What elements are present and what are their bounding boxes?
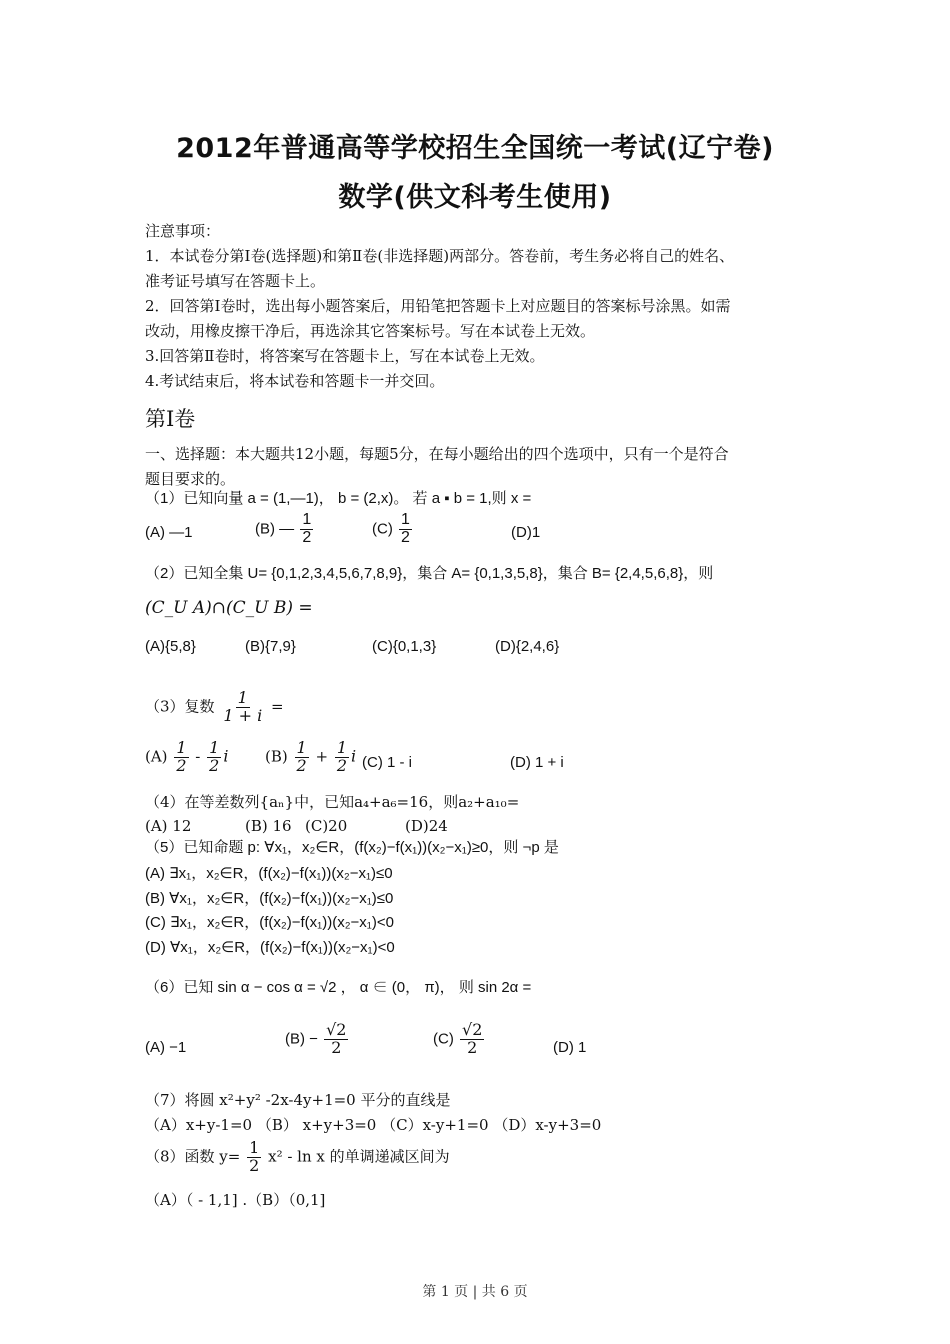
- question-1-option-c: (C) $\frac{1}{2}$: [372, 511, 410, 546]
- question-3-option-d: (D) 1 + i: [510, 754, 564, 771]
- question-3-stem: （3）复数 $\frac{1}{1 + i}$ =: [145, 688, 284, 725]
- question-2-expression: (C_U A)∩(C_U B) =: [145, 598, 313, 618]
- question-2-option-a: (A){5,8}: [145, 638, 196, 655]
- question-5-option-d: (D) ∀x₁，x₂∈R，(f(x₂)−f(x₁))(x₂−x₁)<0: [145, 939, 395, 956]
- question-8-options: （A）（ - 1,1] .（B）（0,1]: [145, 1191, 326, 1209]
- question-7-stem: （7）将圆 x²+y² -2x-4y+1=0 平分的直线是: [145, 1091, 451, 1109]
- question-7-options: （A）x+y-1=0 （B） x+y+3=0 （C）x-y+1=0 （D）x-y+3=0: [145, 1116, 602, 1134]
- question-1-option-a: (A) —1: [145, 524, 193, 541]
- section-intro: 题目要求的。: [145, 470, 236, 488]
- question-3-option-b: (B) $\frac{1}{2}$ + $\frac{1}{2}$ i: [265, 738, 357, 775]
- note-line: 3.回答第Ⅱ卷时，将答案写在答题卡上，写在本试卷上无效。: [145, 347, 545, 365]
- note-line: 改动，用橡皮擦干净后，再选涂其它答案标号。写在本试卷上无效。: [145, 322, 596, 340]
- question-6-option-d: (D) 1: [553, 1039, 587, 1056]
- question-6-option-a: (A) −1: [145, 1039, 187, 1056]
- fraction: $\frac{1}{2}$: [401, 511, 410, 546]
- question-6-stem: （6）已知 sin α − cos α = √2 ， α ∈ (0， π)， 则 sin 2α =: [145, 979, 532, 996]
- question-5-option-a: (A) ∃x₁，x₂∈R，(f(x₂)−f(x₁))(x₂−x₁)≤0: [145, 865, 393, 882]
- question-6-option-b: (B) − $\frac{√2}{2}$: [285, 1020, 347, 1057]
- question-4-stem: （4）在等差数列{aₙ}中，已知a₄+a₆=16，则a₂+a₁₀=: [145, 793, 520, 811]
- question-6-option-c: (C) $\frac{√2}{2}$: [433, 1020, 483, 1057]
- fraction: $\frac{1}{2}$: [296, 738, 307, 775]
- question-5-stem: （5）已知命题 p: ∀x₁，x₂∈R，(f(x₂)−f(x₁))(x₂−x₁)≥0，则 ¬p 是: [145, 839, 559, 856]
- fraction: $\frac{1}{1 + i}$: [223, 688, 263, 725]
- question-8-stem: （8）函数 y= $\frac{1}{2}$ x² - ln x 的单调递减区间为: [145, 1138, 450, 1175]
- fraction: $\frac{1}{2}$: [176, 738, 187, 775]
- exam-title: 2012年普通高等学校招生全国统一考试(辽宁卷): [176, 133, 774, 164]
- notes-heading: 注意事项：: [145, 222, 221, 240]
- question-3-option-a: (A) $\frac{1}{2}$ - $\frac{1}{2}$ i: [145, 738, 229, 775]
- question-2-option-b: (B){7,9}: [245, 638, 296, 655]
- question-1-stem: （1）已知向量 a = (1,—1)， b = (2,x)。 若 a ▪ b = 1,则 x =: [145, 490, 532, 507]
- question-3-option-c: (C) 1 - i: [362, 754, 412, 771]
- note-line: 1．本试卷分第Ⅰ卷(选择题)和第Ⅱ卷(非选择题)两部分。答卷前，考生务必将自己的姓名、: [145, 247, 735, 265]
- note-line: 准考证号填写在答题卡上。: [145, 272, 326, 290]
- question-2-stem: （2）已知全集 U= {0,1,2,3,4,5,6,7,8,9}，集合 A= {0,1,3,5,8}，集合 B= {2,4,5,6,8}，则: [145, 565, 714, 582]
- fraction: $\frac{√2}{2}$: [326, 1020, 347, 1057]
- question-4-option-b: (B) 16: [245, 817, 292, 835]
- question-4-option-c: (C)20: [305, 817, 348, 835]
- section-intro: 一、选择题：本大题共12小题，每题5分，在每小题给出的四个选项中，只有一个是符合: [145, 445, 729, 463]
- question-5-option-b: (B) ∀x₁，x₂∈R，(f(x₂)−f(x₁))(x₂−x₁)≤0: [145, 890, 394, 907]
- question-2-option-d: (D){2,4,6}: [495, 638, 560, 655]
- question-1-option-d: (D)1: [511, 524, 541, 541]
- section-title: 第Ⅰ卷: [145, 407, 196, 431]
- question-2-option-c: (C){0,1,3}: [372, 638, 437, 655]
- fraction: $\frac{1}{2}$: [336, 738, 348, 775]
- question-4-option-a: (A) 12: [145, 817, 192, 835]
- fraction: $\frac{1}{2}$: [302, 511, 312, 546]
- exam-subtitle: 数学(供文科考生使用): [338, 182, 612, 213]
- fraction: $\frac{√2}{2}$: [462, 1020, 483, 1057]
- note-line: 4.考试结束后，将本试卷和答题卡一并交回。: [145, 372, 445, 390]
- fraction: $\frac{1}{2}$: [249, 1138, 260, 1175]
- question-1-option-b: (B) — $\frac{1}{2}$: [255, 511, 312, 546]
- question-4-option-d: (D)24: [405, 817, 448, 835]
- note-line: 2．回答第Ⅰ卷时，选出每小题答案后，用铅笔把答题卡上对应题目的答案标号涂黑。如需: [145, 297, 731, 315]
- fraction: $\frac{1}{2}$: [209, 738, 220, 775]
- page-footer: 第 1 页 | 共 6 页: [422, 1284, 528, 1300]
- question-5-option-c: (C) ∃x₁，x₂∈R，(f(x₂)−f(x₁))(x₂−x₁)<0: [145, 914, 394, 931]
